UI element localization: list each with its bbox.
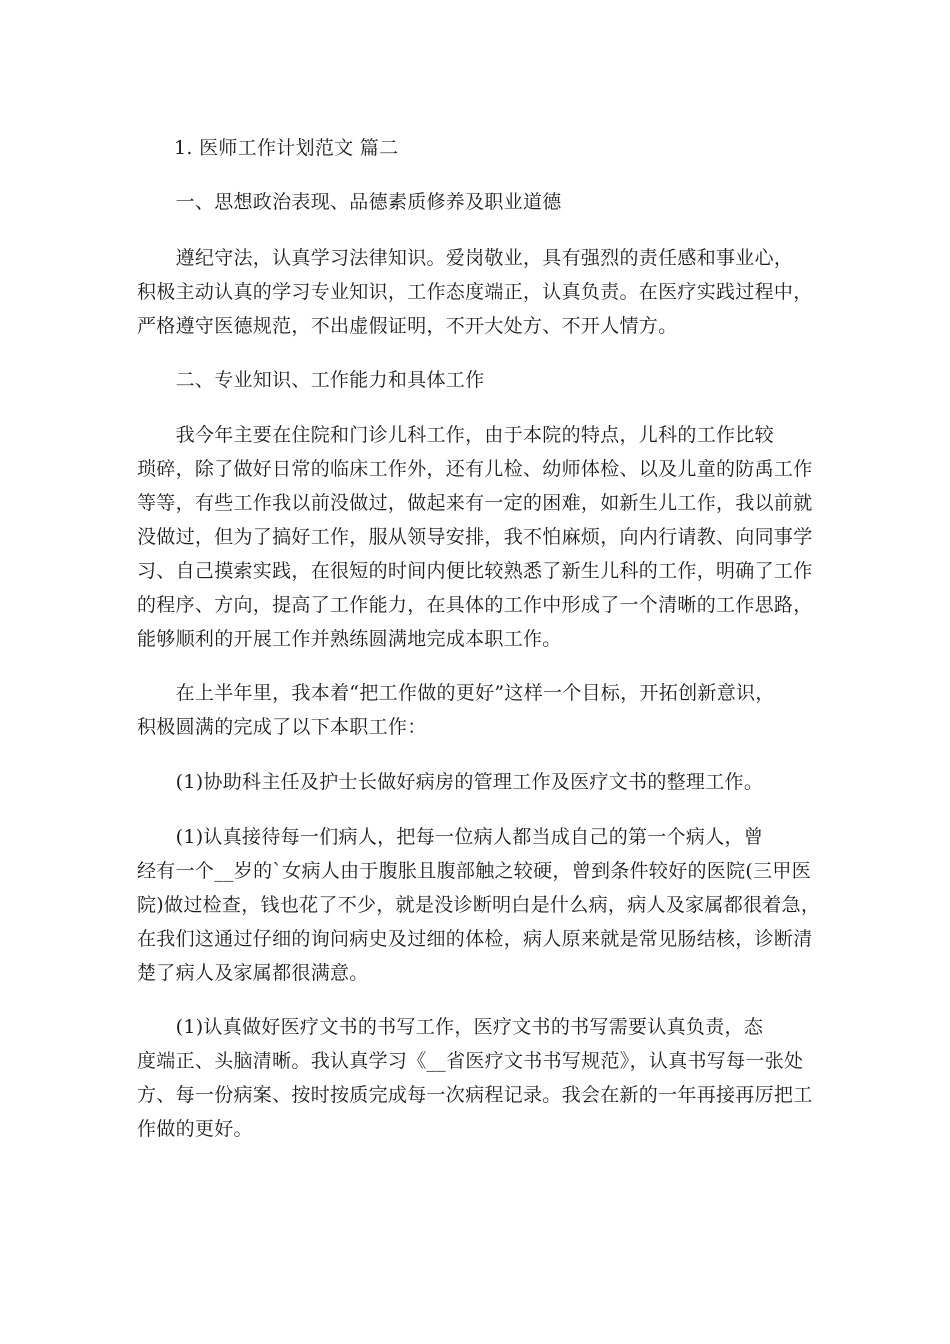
- paragraph-2-line-2: 琐碎，除了做好日常的临床工作外，还有儿检、幼师体检、以及儿童的防禹工作: [137, 458, 813, 480]
- list-item-3-line-2: 度端正、头脑清晰。我认真学习《__省医疗文书书写规范》，认真书写每一张处: [137, 1050, 804, 1072]
- list-item-2-line-5: 楚了病人及家属都很满意。: [137, 962, 369, 984]
- list-item-2-line-4: 在我们这通过仔细的询问病史及过细的体检，病人原来就是常见肠结核，诊断清: [137, 928, 813, 950]
- paragraph-1-line-2: 积极主动认真的学习专业知识，工作态度端正，认真负责。在医疗实践过程中，: [137, 281, 813, 303]
- list-item-3-line-3: 方、每一份病案、按时按质完成每一次病程记录。我会在新的一年再接再厉把工: [137, 1084, 813, 1106]
- paragraph-2-line-1: 我今年主要在住院和门诊儿科工作，由于本院的特点，儿科的工作比较: [137, 424, 774, 446]
- paragraph-2-line-3: 等等，有些工作我以前没做过，做起来有一定的困难，如新生儿工作，我以前就: [137, 492, 813, 514]
- paragraph-3-line-1: 在上半年里，我本着“把工作做的更好”这样一个目标，开拓创新意识，: [137, 682, 775, 704]
- paragraph-2-line-5: 习、自己摸索实践，在很短的时间内便比较熟悉了新生儿科的工作，明确了工作: [137, 560, 813, 582]
- paragraph-1-line-1: 遵纪守法，认真学习法律知识。爱岗敬业，具有强烈的责任感和事业心，: [137, 247, 794, 269]
- paragraph-3-line-2: 积极圆满的完成了以下本职工作：: [137, 716, 427, 738]
- document-title: 1. 医师工作计划范文 篇二: [174, 137, 399, 159]
- section-heading-2: 二、专业知识、工作能力和具体工作: [137, 369, 485, 391]
- list-item-2-line-2: 经有一个__岁的`女病人由于腹胀且腹部触之较硬，曾到条件较好的医院(三甲医: [137, 860, 812, 882]
- list-item-3-line-4: 作做的更好。: [137, 1118, 253, 1140]
- paragraph-1-line-3: 严格遵守医德规范，不出虚假证明，不开大处方、不开人情方。: [137, 315, 678, 337]
- list-item-1: (1)协助科主任及护士长做好病房的管理工作及医疗文书的整理工作。: [137, 771, 764, 793]
- paragraph-2-line-7: 能够顺利的开展工作并熟练圆满地完成本职工作。: [137, 628, 562, 650]
- paragraph-2-line-4: 没做过，但为了搞好工作，服从领导安排，我不怕麻烦，向内行请教、向同事学: [137, 526, 813, 548]
- paragraph-2-line-6: 的程序、方向，提高了工作能力，在具体的工作中形成了一个清晰的工作思路，: [137, 594, 813, 616]
- section-heading-1: 一、思想政治表现、品德素质修养及职业道德: [137, 191, 562, 213]
- list-item-3-line-1: (1)认真做好医疗文书的书写工作，医疗文书的书写需要认真负责，态: [137, 1016, 764, 1038]
- list-item-2-line-1: (1)认真接待每一们病人，把每一位病人都当成自己的第一个病人，曾: [137, 826, 764, 848]
- list-item-2-line-3: 院)做过检查，钱也花了不少，就是没诊断明白是什么病，病人及家属都很着急，: [137, 894, 821, 916]
